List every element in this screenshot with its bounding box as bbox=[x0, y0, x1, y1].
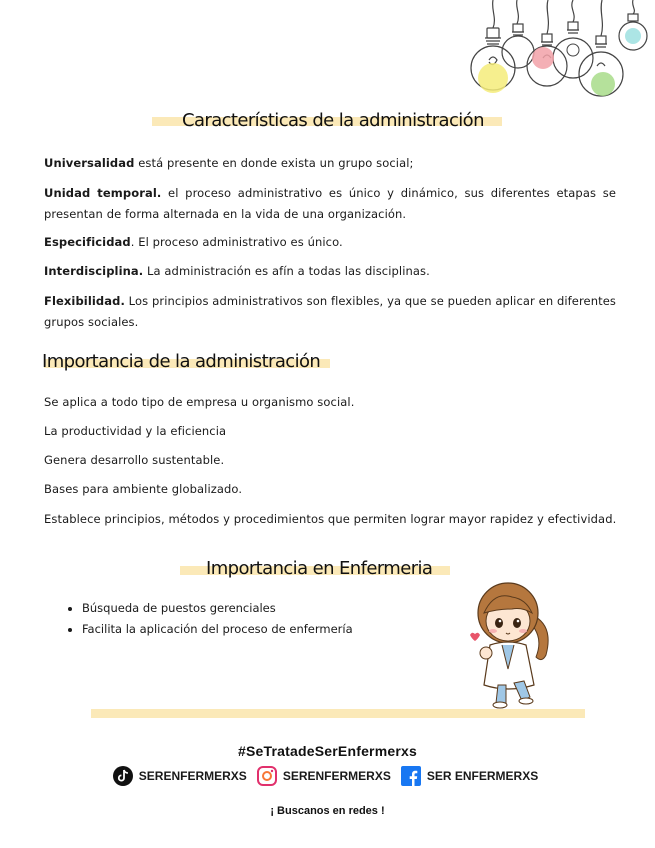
definition: está presente en donde exista un grupo social; bbox=[134, 156, 414, 170]
tiktok-handle[interactable]: SERENFERMERXS bbox=[138, 769, 247, 783]
instagram-icon[interactable] bbox=[257, 766, 277, 786]
definition: el proceso administrativo es único y dinámico, sus diferentes etapas se presentan de forma alternada en la vida de una organización. bbox=[44, 186, 616, 221]
definition: La administración es afín a todas las disciplinas. bbox=[143, 264, 430, 278]
term: Interdisciplina. bbox=[44, 264, 144, 278]
line: Se aplica a todo tipo de empresa u organismo social. bbox=[44, 395, 355, 409]
term: Universalidad bbox=[44, 156, 135, 170]
term: Especificidad bbox=[44, 235, 131, 249]
instagram-handle[interactable]: SERENFERMERXS bbox=[282, 769, 391, 783]
list-item: • Facilita la aplicación del proceso de enfermería bbox=[82, 619, 353, 640]
footer-divider bbox=[91, 709, 585, 718]
item-especificidad bbox=[44, 232, 616, 253]
tiktok-icon[interactable] bbox=[113, 766, 133, 786]
tagline: ¡ Buscanos en redes ! bbox=[270, 805, 385, 817]
item-universalidad bbox=[44, 153, 616, 174]
line: Bases para ambiente globalizado. bbox=[44, 482, 243, 496]
bullet-list bbox=[62, 598, 353, 640]
definition: Los principios administrativos son flexibles, ya que se pueden aplicar en diferentes grupos sociales. bbox=[44, 294, 616, 329]
item-flexibilidad bbox=[44, 291, 616, 333]
heading-importancia-administracion: Importancia de la administración bbox=[42, 351, 321, 372]
facebook-icon[interactable] bbox=[401, 766, 421, 786]
line: Genera desarrollo sustentable. bbox=[44, 453, 225, 467]
line: La productividad y la eficiencia bbox=[44, 424, 227, 438]
item-unidad-temporal bbox=[44, 183, 616, 225]
term: Flexibilidad. bbox=[44, 294, 125, 308]
definition: . El proceso administrativo es único. bbox=[130, 235, 343, 249]
social-links bbox=[0, 766, 655, 786]
line: Establece principios, métodos y procedimientos que permiten lograr mayor rapidez y efectividad. bbox=[44, 512, 617, 526]
nurse-illustration bbox=[462, 575, 562, 715]
heading-caracteristicas: Características de la administración bbox=[182, 110, 484, 131]
hashtag: #SeTratadeSerEnfermerxs bbox=[238, 743, 417, 759]
list-item: • Búsqueda de puestos gerenciales bbox=[82, 598, 353, 619]
heading-importancia-enfermeria: Importancia en Enfermeria bbox=[206, 558, 433, 579]
facebook-handle[interactable]: SER ENFERMERXS bbox=[426, 769, 539, 783]
light-bulbs-illustration bbox=[455, 0, 655, 115]
term: Unidad temporal. bbox=[44, 186, 162, 200]
item-interdisciplina bbox=[44, 261, 616, 282]
